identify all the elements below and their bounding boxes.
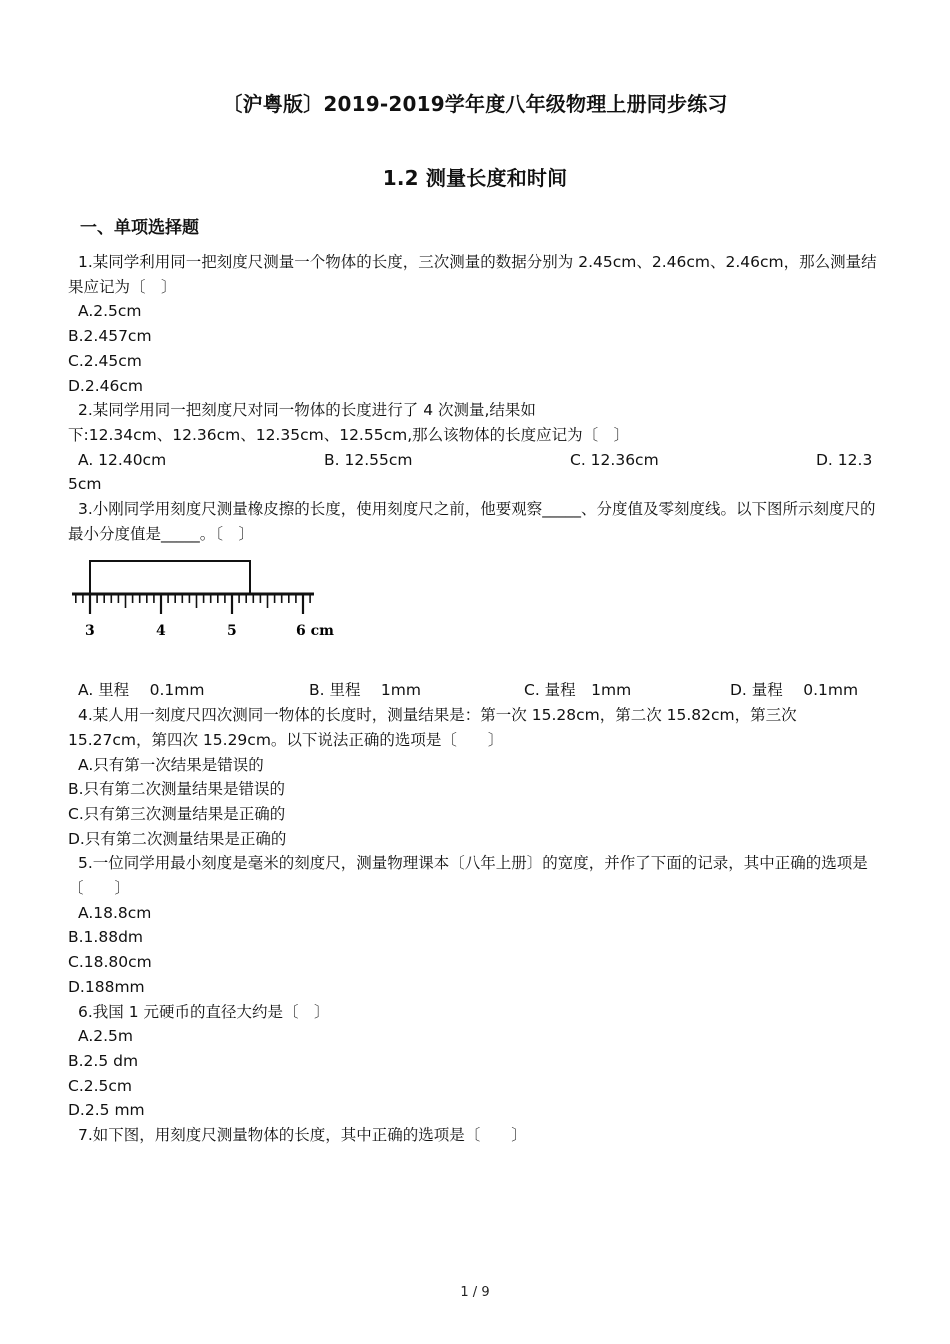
- ruler-ticks: [76, 594, 310, 614]
- eraser-outline: [90, 561, 250, 594]
- question-3-stem: 3.小刚同学用刻度尺测量橡皮擦的长度，使用刻度尺之前，他要观察_____、分度值及零刻度线。以下图所示刻度尺的最小分度值是_____。〔 〕: [68, 500, 876, 543]
- ruler-label-4: 4: [156, 623, 166, 640]
- question-1-option-c: C.2.45cm: [68, 351, 142, 370]
- section-heading: 一、单项选择题: [80, 218, 199, 238]
- question-2-option-c: C. 12.36cm: [570, 450, 659, 469]
- question-2-stem-line2: 下:12.34cm、12.36cm、12.35cm、12.55cm,那么该物体的长度应记为〔 〕: [68, 425, 630, 444]
- question-4-option-a: A.只有第一次结果是错误的: [78, 755, 264, 774]
- question-3-option-d: D. 量程 0.1mm: [730, 681, 859, 700]
- document-title: 〔沪粤版〕2019-2019学年度八年级物理上册同步练习: [222, 92, 728, 116]
- question-2-options: [68, 448, 883, 473]
- lesson-title: 1.2 测量长度和时间: [382, 166, 568, 190]
- question-3-option-c: C. 量程 1mm: [524, 681, 632, 700]
- question-6-option-b: B.2.5 dm: [68, 1051, 139, 1070]
- question-1-option-d: D.2.46cm: [68, 376, 143, 395]
- question-4-option-b: B.只有第二次测量结果是错误的: [68, 780, 286, 799]
- question-2-option-d-wrap: 5cm: [68, 475, 102, 494]
- ruler-label-6cm: 6 cm: [296, 623, 334, 640]
- question-6-option-c: C.2.5cm: [68, 1076, 133, 1095]
- ruler-diagram: [72, 556, 342, 656]
- ruler-figure: [68, 546, 883, 678]
- question-6-stem: 6.我国 1 元硬币的直径大约是〔 〕: [78, 1002, 330, 1021]
- question-list: [68, 250, 883, 1148]
- question-2-option-a: A. 12.40cm: [78, 450, 167, 469]
- question-7-stem: 7.如下图，用刻度尺测量物体的长度，其中正确的选项是〔 〕: [78, 1126, 527, 1145]
- page-number: 1 / 9: [460, 1285, 490, 1300]
- question-5-option-a: A.18.8cm: [78, 903, 152, 922]
- question-6-option-d: D.2.5 mm: [68, 1101, 145, 1120]
- question-1-option-a: A.2.5cm: [78, 302, 142, 321]
- question-5-option-c: C.18.80cm: [68, 953, 152, 972]
- ruler-label-3: 3: [85, 623, 95, 640]
- question-5-option-b: B.1.88dm: [68, 928, 144, 947]
- question-2-option-d: D. 12.3: [816, 450, 873, 469]
- question-5-option-d: D.188mm: [68, 977, 145, 996]
- question-3-option-a: A. 里程 0.1mm: [78, 681, 205, 700]
- ruler-label-5: 5: [227, 623, 237, 640]
- question-6-option-a: A.2.5m: [78, 1027, 134, 1046]
- question-3-options: [68, 678, 883, 703]
- question-1-option-b: B.2.457cm: [68, 327, 152, 346]
- question-2-option-b: B. 12.55cm: [324, 450, 413, 469]
- question-4-stem: 4.某人用一刻度尺四次测同一物体的长度时，测量结果是：第一次 15.28cm，第二次 15.82cm，第三次 15.27cm，第四次 15.29cm。以下说法正确的选项是〔 〕: [68, 706, 797, 749]
- question-4-option-c: C.只有第三次测量结果是正确的: [68, 804, 286, 823]
- question-1-stem: 1.某同学利用同一把刻度尺测量一个物体的长度，三次测量的数据分别为 2.45cm、2.46cm、2.46cm，那么测量结果应记为〔 〕: [68, 253, 877, 296]
- question-2-stem-line1: 2.某同学用同一把刻度尺对同一物体的长度进行了 4 次测量,结果如: [78, 401, 536, 420]
- question-4-option-d: D.只有第二次测量结果是正确的: [68, 829, 287, 848]
- question-5-stem: 5.一位同学用最小刻度是毫米的刻度尺，测量物理课本〔八年上册〕的宽度，并作了下面的记录，其中正确的选项是〔 〕: [68, 854, 868, 898]
- question-3-option-b: B. 里程 1mm: [309, 681, 421, 700]
